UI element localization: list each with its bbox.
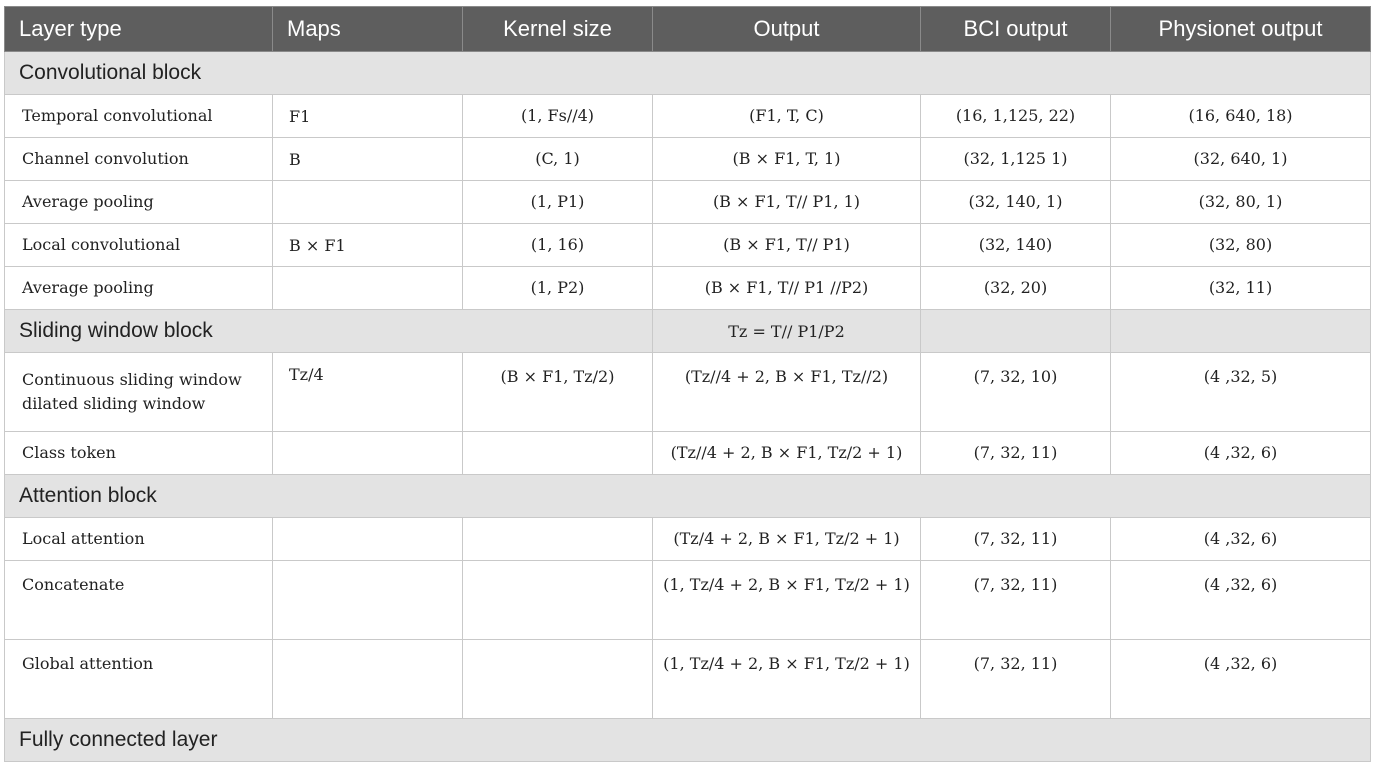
bci-cell: (32, 140) [921, 224, 1111, 267]
physionet-cell: (32, 11) [1111, 267, 1371, 310]
maps-cell: F1 [273, 95, 463, 138]
output-cell: (B × F1, T// P1 //P2) [653, 267, 921, 310]
maps-cell [273, 432, 463, 475]
bci-cell: (7, 32, 11) [921, 432, 1111, 475]
kernel-cell: (1, P2) [463, 267, 653, 310]
maps-cell: Tz/4 [273, 353, 463, 432]
table-row [5, 138, 1371, 181]
maps-cell [273, 181, 463, 224]
table-row [5, 224, 1371, 267]
layer-architecture-table [4, 6, 1371, 762]
section-title: Sliding window block [5, 310, 653, 353]
layer-name: Local attention [5, 518, 273, 561]
physionet-cell: (32, 80, 1) [1111, 181, 1371, 224]
table-row [5, 561, 1371, 640]
physionet-cell: (4 ,32, 5) [1111, 353, 1371, 432]
physionet-cell: (4 ,32, 6) [1111, 432, 1371, 475]
output-cell: (Tz//4 + 2, B × F1, Tz/2 + 1) [653, 432, 921, 475]
kernel-cell: (1, 16) [463, 224, 653, 267]
header-kernel-size: Kernel size [463, 7, 653, 52]
output-cell: (Tz/4 + 2, B × F1, Tz/2 + 1) [653, 518, 921, 561]
kernel-cell: (B × F1, Tz/2) [463, 353, 653, 432]
kernel-cell [463, 561, 653, 640]
layer-name: Concatenate [5, 561, 273, 640]
header-bci-output: BCI output [921, 7, 1111, 52]
layer-name: Class token [5, 432, 273, 475]
header-layer-type: Layer type [5, 7, 273, 52]
output-cell: (1, Tz/4 + 2, B × F1, Tz/2 + 1) [653, 561, 921, 640]
kernel-cell: (1, Fs//4) [463, 95, 653, 138]
bci-cell: (32, 20) [921, 267, 1111, 310]
maps-cell: B × F1 [273, 224, 463, 267]
section-title: Attention block [5, 475, 1371, 518]
section-convolutional-block [5, 52, 1371, 95]
kernel-cell [463, 432, 653, 475]
table-row [5, 432, 1371, 475]
table-row [5, 640, 1371, 719]
output-cell: (Tz//4 + 2, B × F1, Tz//2) [653, 353, 921, 432]
layer-name: Channel convolution [5, 138, 273, 181]
kernel-cell: (1, P1) [463, 181, 653, 224]
maps-cell [273, 267, 463, 310]
maps-cell: B [273, 138, 463, 181]
header-row [5, 7, 1371, 52]
output-cell: (B × F1, T// P1) [653, 224, 921, 267]
layer-name: Continuous sliding window dilated sliding window [5, 353, 273, 432]
kernel-cell: (C, 1) [463, 138, 653, 181]
table-row [5, 353, 1371, 432]
physionet-cell: (4 ,32, 6) [1111, 518, 1371, 561]
section-title: Fully connected layer [5, 719, 1371, 762]
section-sliding-window-block [5, 310, 1371, 353]
empty-cell [1111, 310, 1371, 353]
table-row [5, 95, 1371, 138]
header-physionet-output: Physionet output [1111, 7, 1371, 52]
output-cell: (F1, T, C) [653, 95, 921, 138]
kernel-cell [463, 640, 653, 719]
section-output-formula: Tz = T// P1/P2 [653, 310, 921, 353]
layer-name: Average pooling [5, 181, 273, 224]
header-maps: Maps [273, 7, 463, 52]
physionet-cell: (4 ,32, 6) [1111, 561, 1371, 640]
section-title: Convolutional block [5, 52, 1371, 95]
header-output: Output [653, 7, 921, 52]
section-fully-connected-layer [5, 719, 1371, 762]
kernel-cell [463, 518, 653, 561]
bci-cell: (7, 32, 10) [921, 353, 1111, 432]
bci-cell: (7, 32, 11) [921, 561, 1111, 640]
output-cell: (B × F1, T// P1, 1) [653, 181, 921, 224]
layer-name: Local convolutional [5, 224, 273, 267]
physionet-cell: (16, 640, 18) [1111, 95, 1371, 138]
bci-cell: (16, 1,125, 22) [921, 95, 1111, 138]
layer-name: Temporal convolutional [5, 95, 273, 138]
maps-cell [273, 640, 463, 719]
section-attention-block [5, 475, 1371, 518]
maps-cell [273, 518, 463, 561]
bci-cell: (32, 140, 1) [921, 181, 1111, 224]
layer-name: Global attention [5, 640, 273, 719]
layer-name: Average pooling [5, 267, 273, 310]
physionet-cell: (32, 80) [1111, 224, 1371, 267]
bci-cell: (7, 32, 11) [921, 640, 1111, 719]
physionet-cell: (32, 640, 1) [1111, 138, 1371, 181]
output-cell: (1, Tz/4 + 2, B × F1, Tz/2 + 1) [653, 640, 921, 719]
table-row [5, 267, 1371, 310]
output-cell: (B × F1, T, 1) [653, 138, 921, 181]
physionet-cell: (4 ,32, 6) [1111, 640, 1371, 719]
bci-cell: (32, 1,125 1) [921, 138, 1111, 181]
maps-cell [273, 561, 463, 640]
empty-cell [921, 310, 1111, 353]
table-row [5, 181, 1371, 224]
bci-cell: (7, 32, 11) [921, 518, 1111, 561]
table-row [5, 518, 1371, 561]
